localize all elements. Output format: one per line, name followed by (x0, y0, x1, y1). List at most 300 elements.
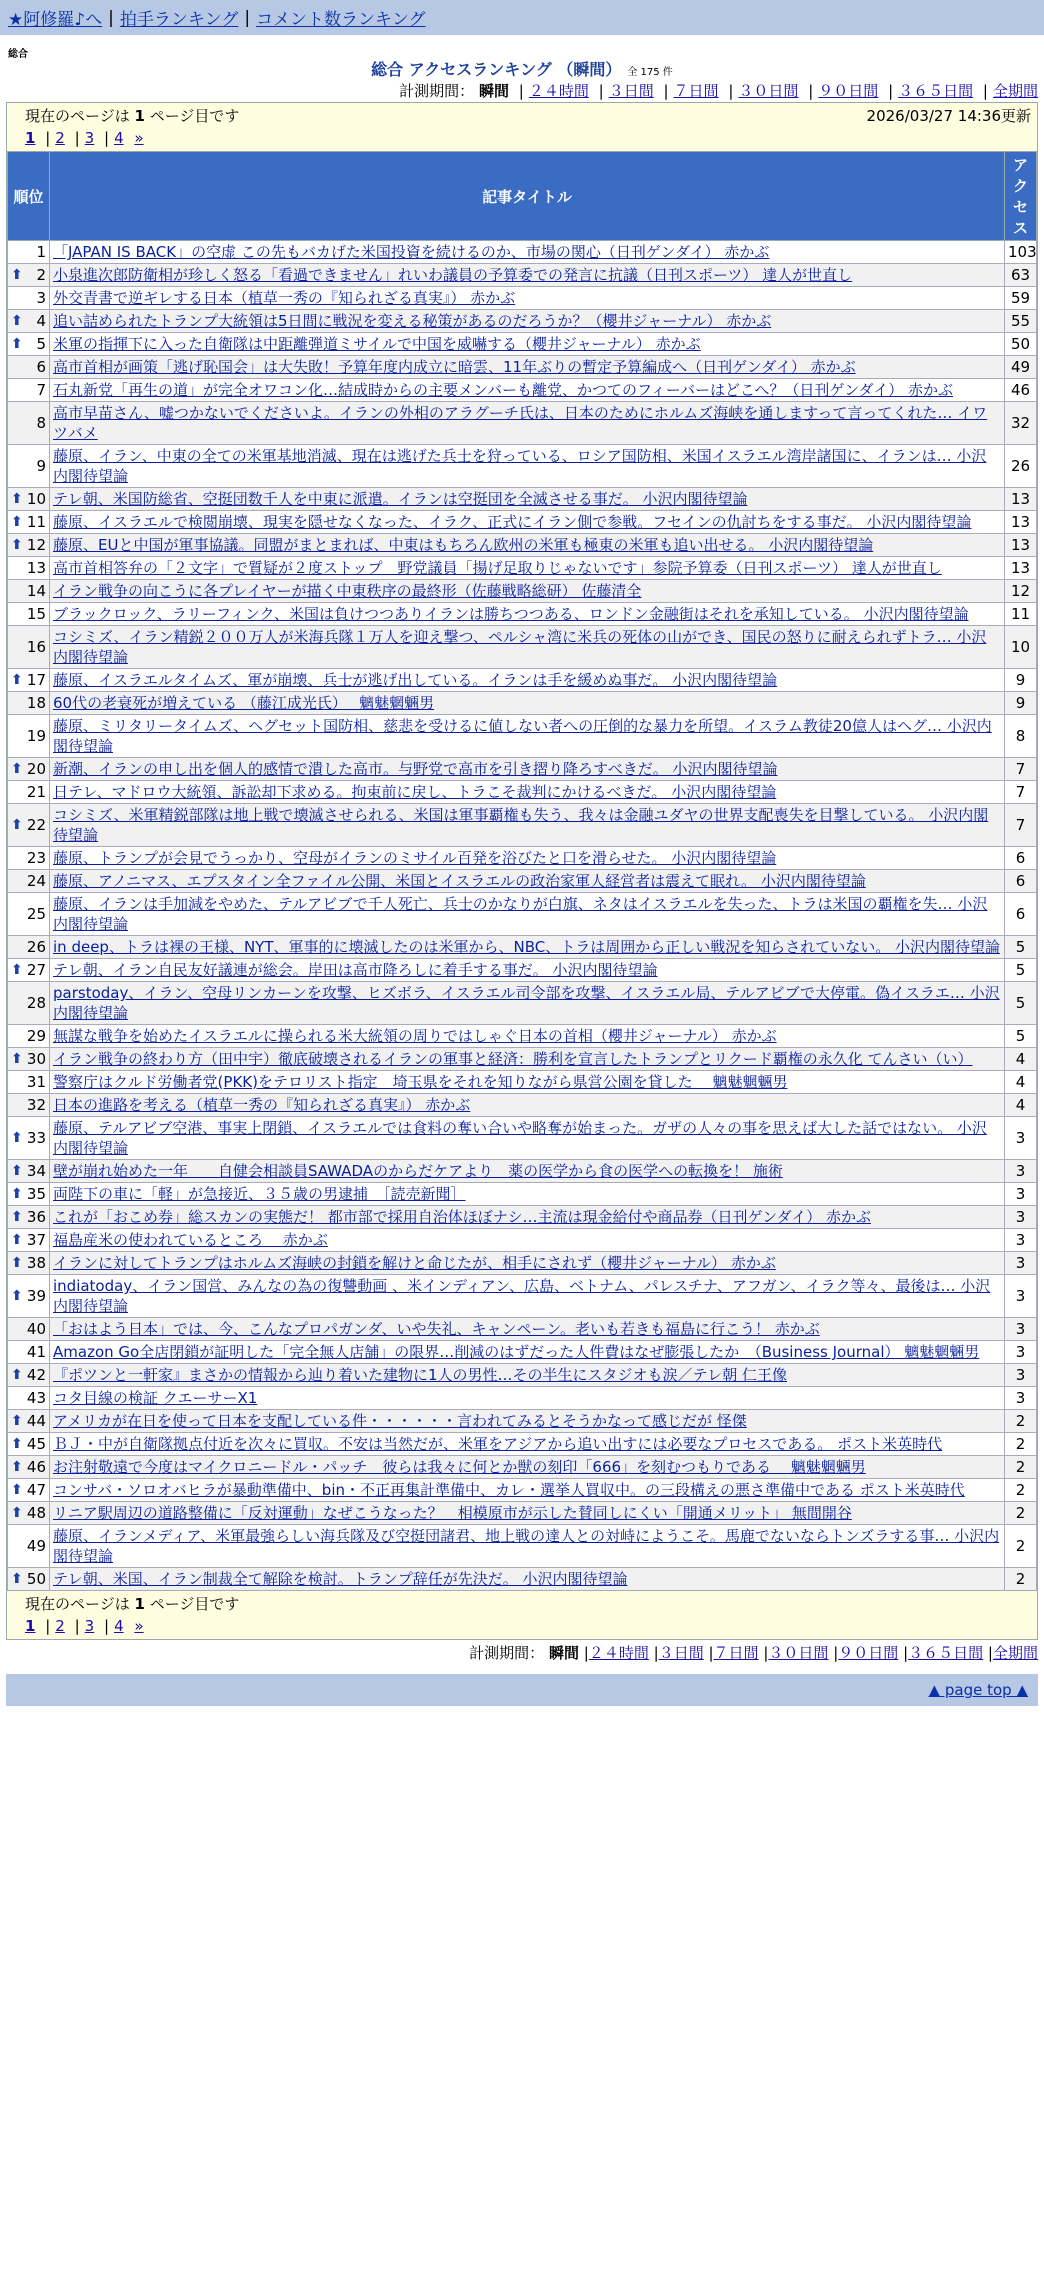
article-title-link[interactable]: 新潮、イランの申し出を個人的感情で潰した高市。与野党で高市を引き摺り降ろすべきだ。 小沢内閣待望論 (53, 760, 778, 778)
title-cell (50, 310, 1005, 333)
access-count: 50 (1005, 333, 1037, 356)
access-count: 2 (1005, 1456, 1037, 1479)
page-heading (0, 57, 1044, 80)
table-row (8, 936, 1037, 959)
article-title-link[interactable]: parstoday、イラン、空母リンカーンを攻撃、ヒズボラ、イスラエル司令部を攻撃、イスラエル局、テルアビブで大停電。偽イスラエ… 小沢内閣待望論 (53, 984, 1000, 1022)
table-row (8, 445, 1037, 488)
article-title-link[interactable]: 「JAPAN IS BACK」の空虚 この先もバカげた米国投資を続けるのか、市場の関心（日刊ゲンダイ） 赤かぶ (53, 243, 770, 261)
access-count: 46 (1005, 379, 1037, 402)
page-link-2[interactable]: 2 (55, 1617, 65, 1635)
rank-cell (8, 1410, 50, 1433)
rank-number: 33 (26, 1129, 46, 1147)
rank-up-arrow-icon: ⬆ (11, 1413, 23, 1429)
rank-number: 15 (26, 605, 46, 623)
article-title-link[interactable]: 藤原、イランは手加減をやめた、テルアビブで千人死亡、兵士のかなりが白旗、ネタはイスラエルを失った、トラは米国の覇権を失… 小沢内閣待望論 (53, 895, 988, 933)
rank-number: 24 (26, 872, 46, 890)
article-title-link[interactable]: テレ朝、米国、イラン制裁全て解除を検討。トランプ辞任が先決だ。 小沢内閣待望論 (53, 1570, 628, 1588)
table-row (8, 333, 1037, 356)
title-cell (50, 445, 1005, 488)
rank-up-arrow-icon: ⬆ (11, 1436, 23, 1452)
rank-number: 9 (36, 457, 46, 475)
rank-number: 48 (26, 1504, 46, 1522)
rank-cell (8, 603, 50, 626)
access-count: 3 (1005, 1229, 1037, 1252)
rank-number: 1 (36, 243, 46, 261)
table-row (8, 534, 1037, 557)
article-title-link[interactable]: コタ目線の検証 クエーサーX1 (53, 1389, 258, 1407)
access-count: 9 (1005, 692, 1037, 715)
table-row (8, 287, 1037, 310)
access-count: 6 (1005, 870, 1037, 893)
rank-cell (8, 758, 50, 781)
access-count: 13 (1005, 488, 1037, 511)
access-count: 2 (1005, 1502, 1037, 1525)
rank-cell (8, 1206, 50, 1229)
rank-cell (8, 781, 50, 804)
period-24h-link[interactable]: ２４時間 (528, 82, 589, 100)
table-row (8, 1206, 1037, 1229)
access-count: 26 (1005, 445, 1037, 488)
access-count: 63 (1005, 264, 1037, 287)
access-count: 5 (1005, 982, 1037, 1025)
rank-cell (8, 580, 50, 603)
rank-cell (8, 936, 50, 959)
page-link-2[interactable]: 2 (55, 129, 65, 147)
rank-cell (8, 534, 50, 557)
next-page-link[interactable]: » (134, 1617, 144, 1635)
rank-cell (8, 1229, 50, 1252)
rank-number: 28 (26, 994, 46, 1012)
rank-up-arrow-icon: ⬆ (11, 1482, 23, 1498)
access-count: 7 (1005, 758, 1037, 781)
table-row (8, 959, 1037, 982)
rank-up-arrow-icon: ⬆ (11, 1459, 23, 1475)
rank-number: 7 (36, 381, 46, 399)
rank-cell (8, 1117, 50, 1160)
title-cell (50, 959, 1005, 982)
page-link-4[interactable]: 4 (114, 129, 124, 147)
rank-number: 29 (26, 1027, 46, 1045)
access-count: 2 (1005, 1433, 1037, 1456)
rank-cell (8, 1525, 50, 1568)
rank-number: 38 (26, 1254, 46, 1272)
article-title-link[interactable]: 高市首相答弁の「２文字」で質疑が２度ストップ 野党議員「揚げ足取りじゃないです」参院予算委（日刊スポーツ） 達人が世直し (53, 559, 942, 577)
title-cell (50, 669, 1005, 692)
rank-cell (8, 1364, 50, 1387)
page-link-4[interactable]: 4 (114, 1617, 124, 1635)
rank-number: 34 (26, 1162, 46, 1180)
rank-cell (8, 1071, 50, 1094)
page-status: 現在のページは 1 ページ目です (25, 107, 240, 125)
separator: | (108, 7, 114, 28)
article-title-link[interactable]: 藤原、トランプが会見でうっかり、空母がイランのミサイル百発を浴びたと口を滑らせた。 小沢内閣待望論 (53, 849, 777, 867)
table-row (8, 1456, 1037, 1479)
article-title-link[interactable]: 日本の進路を考える（植草一秀の『知られざる真実』） 赤かぶ (53, 1096, 471, 1114)
period-all-link[interactable]: 全期間 (992, 1644, 1038, 1662)
article-title-link[interactable]: ブラックロック、ラリーフィンク、米国は負けつつありイランは勝ちつつある、ロンドン金融街はそれを承知している。 小沢内閣待望論 (53, 605, 969, 623)
period-30d-link[interactable]: ３０日間 (738, 82, 799, 100)
rank-up-arrow-icon: ⬆ (11, 336, 23, 352)
title-cell (50, 936, 1005, 959)
rank-up-arrow-icon: ⬆ (11, 514, 23, 530)
pager-bottom (7, 1591, 1037, 1639)
page-title: 総合 アクセスランキング （瞬間） (371, 60, 622, 79)
pager-top (7, 103, 1037, 151)
rank-number: 13 (26, 559, 46, 577)
table-row (8, 1160, 1037, 1183)
rank-up-arrow-icon: ⬆ (11, 1163, 23, 1179)
rank-cell (8, 1252, 50, 1275)
article-title-link[interactable]: コシミズ、米軍精鋭部隊は地上戦で壊滅させられる、米国は軍事覇権も失う、我々は金融ユダヤの世界支配喪失を目撃している。 小沢内閣待望論 (53, 806, 989, 844)
rank-number: 26 (26, 938, 46, 956)
period-3d-link[interactable]: ３日間 (658, 1644, 704, 1662)
table-row (8, 1025, 1037, 1048)
table-row (8, 580, 1037, 603)
ranking-container (6, 102, 1038, 1640)
access-count: 103 (1005, 241, 1037, 264)
table-row (8, 847, 1037, 870)
access-count: 3 (1005, 1183, 1037, 1206)
rank-number: 39 (26, 1287, 46, 1305)
table-row (8, 1525, 1037, 1568)
article-title-link[interactable]: 小泉進次郎防衛相が珍しく怒る「看過できません」れいわ議員の予算委での発言に抗議（日刊スポーツ） 達人が世直し (53, 266, 853, 284)
access-count: 7 (1005, 781, 1037, 804)
rank-up-arrow-icon: ⬆ (11, 817, 23, 833)
article-title-link[interactable]: イラン戦争の終わり方（田中宇）徹底破壊されるイランの軍事と経済：勝利を宣言したトランプとリクード覇権の永久化 てんさい（い） (53, 1050, 973, 1068)
article-title-link[interactable]: in deep、トラは裸の王様、NYT、軍事的に壊滅したのは米軍から、NBC、トラは周囲から正しい戦況を知らされていない。 小沢内閣待望論 (53, 938, 1000, 956)
separator: | (244, 7, 251, 28)
access-count: 4 (1005, 1048, 1037, 1071)
title-cell (50, 1025, 1005, 1048)
title-cell (50, 379, 1005, 402)
table-row (8, 1568, 1037, 1591)
title-cell (50, 603, 1005, 626)
rank-up-arrow-icon: ⬆ (11, 962, 23, 978)
access-count: 2 (1005, 1479, 1037, 1502)
article-title-link[interactable]: 警察庁はクルド労働者党(PKK)をテロリスト指定 埼玉県をそれを知りながら県営公園を貸した 魑魅魍魎男 (53, 1073, 788, 1091)
rank-number: 11 (26, 513, 46, 531)
title-cell (50, 1048, 1005, 1071)
page-link-3[interactable]: 3 (84, 1617, 95, 1635)
table-row (8, 1117, 1037, 1160)
table-row (8, 715, 1037, 758)
rank-number: 30 (26, 1050, 46, 1068)
access-count: 3 (1005, 1318, 1037, 1341)
rank-number: 6 (36, 358, 46, 376)
rank-cell (8, 402, 50, 445)
rank-cell (8, 669, 50, 692)
access-count: 8 (1005, 715, 1037, 758)
title-header: 記事タイトル (50, 152, 1005, 241)
rank-number: 31 (26, 1073, 46, 1091)
access-count: 3 (1005, 1275, 1037, 1318)
article-title-link[interactable]: 藤原、テルアビブ空港、事実上閉鎖、イスラエルでは食料の奪い合いや略奪が始まった。ガザの人々の事を思えば大した話ではない。 小沢内閣待望論 (53, 1119, 987, 1157)
period-all-link[interactable]: 全期間 (992, 82, 1038, 100)
title-cell (50, 715, 1005, 758)
updated-timestamp: 2026/03/27 14:36更新 (866, 107, 1031, 125)
article-title-link[interactable]: リニア駅周辺の道路整備に「反対運動」なぜこうなった？ 相模原市が示した賛同しにくい「開通メリット」 無間開谷 (53, 1504, 852, 1522)
article-title-link[interactable]: 日テレ、マドロウ大統領、訴訟却下求める。拘束前に戻し、トラこそ裁判にかけるべきだ。 小沢内閣待望論 (53, 783, 777, 801)
table-row (8, 1071, 1037, 1094)
title-cell (50, 1387, 1005, 1410)
title-cell (50, 534, 1005, 557)
rank-number: 44 (26, 1412, 46, 1430)
table-row (8, 626, 1037, 669)
rank-number: 32 (26, 1096, 46, 1114)
rank-number: 27 (26, 961, 46, 979)
rank-cell (8, 1275, 50, 1318)
rank-cell (8, 445, 50, 488)
article-title-link[interactable]: これが「おこめ券」総スカンの実態だ！ 都市部で採用自治体ほぼナシ…主流は現金給付や商品券（日刊ゲンダイ） 赤かぶ (53, 1208, 872, 1226)
access-count: 5 (1005, 1025, 1037, 1048)
article-title-link[interactable]: 60代の老衰死が増えている （藤江成光氏） 魑魅魍魎男 (53, 694, 435, 712)
access-count: 7 (1005, 804, 1037, 847)
rank-number: 17 (26, 671, 46, 689)
rank-number: 50 (26, 1570, 46, 1588)
title-cell (50, 287, 1005, 310)
period-365d-link[interactable]: ３６５日間 (908, 1644, 984, 1662)
access-count: 3 (1005, 1364, 1037, 1387)
title-cell (50, 1117, 1005, 1160)
bottom-bar (6, 1674, 1038, 1706)
article-title-link[interactable]: 藤原、EUと中国が軍事協議。同盟がまとまれば、中東はもちろん欧州の米軍も極東の米軍も追い出せる。 小沢内閣待望論 (53, 536, 874, 554)
rank-cell (8, 1025, 50, 1048)
rank-cell (8, 1160, 50, 1183)
article-title-link[interactable]: 壁が崩れ始めた一年 自健会相談員SAWADAのからだケアより 薬の医学から食の医学への転換を！ 施術 (53, 1162, 783, 1180)
title-cell (50, 488, 1005, 511)
period-7d-link[interactable]: ７日間 (673, 82, 719, 100)
rank-number: 16 (26, 638, 46, 656)
article-title-link[interactable]: 無謀な戦争を始めたイスラエルに操られる米大統領の周りではしゃぐ日本の首相（櫻井ジャーナル） 赤かぶ (53, 1027, 777, 1045)
table-row (8, 982, 1037, 1025)
rank-cell (8, 692, 50, 715)
title-cell (50, 1525, 1005, 1568)
title-cell (50, 1568, 1005, 1591)
access-count: 13 (1005, 511, 1037, 534)
access-count: 5 (1005, 936, 1037, 959)
title-cell (50, 1206, 1005, 1229)
title-cell (50, 241, 1005, 264)
rank-up-arrow-icon: ⬆ (11, 1186, 23, 1202)
table-row (8, 1275, 1037, 1318)
article-title-link[interactable]: お注射敬遠で今度はマイクロニードル・パッチ 彼らは我々に何とか獣の刻印「666」を刻むつもりである 魑魅魍魎男 (53, 1458, 866, 1476)
article-title-link[interactable]: 追い詰められたトランプ大統領は5日間に戦況を変える秘策があるのだろうか？（櫻井ジャーナル） 赤かぶ (53, 312, 772, 330)
article-title-link[interactable]: アメリカが在日を使って日本を支配している件・・・・・・言われてみるとそうかなって感じだが 怪傑 (53, 1412, 747, 1430)
access-count: 32 (1005, 402, 1037, 445)
title-cell (50, 847, 1005, 870)
access-count: 4 (1005, 1071, 1037, 1094)
table-row (8, 893, 1037, 936)
home-link[interactable]: ★阿修羅♪へ (8, 10, 103, 30)
rank-cell (8, 626, 50, 669)
access-count: 12 (1005, 580, 1037, 603)
rank-number: 2 (36, 266, 46, 284)
period-30d-link[interactable]: ３０日間 (768, 1644, 829, 1662)
rank-cell (8, 287, 50, 310)
article-title-link[interactable]: テレ朝、米国防総省、空挺団数千人を中東に派遣。イランは空挺団を全滅させる事だ。 小沢内閣待望論 (53, 490, 748, 508)
article-title-link[interactable]: 藤原、アノニマス、エプスタイン全ファイル公開、米国とイスラエルの政治家軍人経営者は震えて眠れ。 小沢内閣待望論 (53, 872, 866, 890)
title-cell (50, 402, 1005, 445)
title-cell (50, 1456, 1005, 1479)
rank-cell (8, 379, 50, 402)
article-title-link[interactable]: 藤原、イスラエルで検閲崩壊、現実を隠せなくなった、イラク、正式にイラン側で参戦。フセインの仇討ちをする事だ。 小沢内閣待望論 (53, 513, 972, 531)
rank-cell (8, 982, 50, 1025)
table-row (8, 1410, 1037, 1433)
rank-cell (8, 715, 50, 758)
rank-cell (8, 1318, 50, 1341)
table-row (8, 1341, 1037, 1364)
title-cell (50, 982, 1005, 1025)
title-cell (50, 1364, 1005, 1387)
period-3d-link[interactable]: ３日間 (608, 82, 654, 100)
article-title-link[interactable]: 福島産米の使われているところ 赤かぶ (53, 1231, 328, 1249)
article-title-link[interactable]: Amazon Go全店閉鎖が証明した「完全無人店舗」の限界…削減のはずだった人件費はなぜ膨張したか （Business Journal） 魑魅魍魎男 (53, 1343, 980, 1361)
period-selector: 計測期間： 瞬間 | ２４時間 | ３日間 | ７日間 | ３０日間 | ９０日間 | ３６５日間 | 全期間 (399, 82, 1038, 100)
rank-cell (8, 959, 50, 982)
rank-number: 41 (26, 1343, 46, 1361)
rank-up-arrow-icon: ⬆ (11, 672, 23, 688)
title-cell (50, 356, 1005, 379)
next-page-link[interactable]: » (134, 129, 144, 147)
rank-cell (8, 264, 50, 287)
rank-cell (8, 1183, 50, 1206)
access-count: 59 (1005, 287, 1037, 310)
rank-cell (8, 1048, 50, 1071)
access-count: 9 (1005, 669, 1037, 692)
rank-up-arrow-icon: ⬆ (11, 761, 23, 777)
rank-number: 10 (26, 490, 46, 508)
ranking-table (7, 151, 1037, 1591)
rank-up-arrow-icon: ⬆ (11, 1209, 23, 1225)
article-title-link[interactable]: 藤原、イスラエルタイムズ、軍が崩壊、兵士が逃げ出している。イランは手を緩めぬ事だ。 小沢内閣待望論 (53, 671, 778, 689)
title-cell (50, 1094, 1005, 1117)
article-title-link[interactable]: 高市首相が画策「逃げ恥国会」は大失敗！予算年度内成立に暗雲、11年ぶりの暫定予算編成へ（日刊ゲンダイ） 赤かぶ (53, 358, 856, 376)
rank-number: 49 (26, 1537, 46, 1555)
title-cell (50, 1502, 1005, 1525)
rank-up-arrow-icon: ⬆ (11, 1571, 23, 1587)
rank-number: 23 (26, 849, 46, 867)
table-row (8, 310, 1037, 333)
rank-number: 22 (26, 816, 46, 834)
access-header: アクセス (1005, 152, 1037, 241)
access-count: 6 (1005, 847, 1037, 870)
article-title-link[interactable]: ＢＪ・中が自衛隊拠点付近を次々に買収。不安は当然だが、米軍をアジアから追い出すには必要なプロセスである。 ポスト米英時代 (53, 1435, 943, 1453)
rank-number: 46 (26, 1458, 46, 1476)
article-title-link[interactable]: イラン戦争の向こうに各プレイヤーが描く中東秩序の最終形（佐藤戦略総研） 佐藤清全 (53, 582, 642, 600)
rank-up-arrow-icon: ⬆ (11, 1232, 23, 1248)
title-cell (50, 1341, 1005, 1364)
pagination: 1 | 2 | 3 | 4 » (25, 129, 144, 147)
article-title-link[interactable]: イランに対してトランプはホルムズ海峡の封鎖を解けと命じたが、相手にされず（櫻井ジャーナル） 赤かぶ (53, 1254, 776, 1272)
article-title-link[interactable]: 外交青書で逆ギレする日本（植草一秀の『知られざる真実』） 赤かぶ (53, 289, 516, 307)
access-count: 13 (1005, 534, 1037, 557)
rank-number: 45 (26, 1435, 46, 1453)
title-cell (50, 1275, 1005, 1318)
title-cell (50, 1229, 1005, 1252)
rank-number: 20 (26, 760, 46, 778)
article-title-link[interactable]: 両陛下の車に「軽」が急接近、３５歳の男逮捕 ［読売新聞］ (53, 1185, 466, 1203)
table-row (8, 692, 1037, 715)
table-row (8, 557, 1037, 580)
article-title-link[interactable]: 高市早苗さん、嘘つかないでくださいよ。イランの外相のアラグーチ氏は、日本のためにホルムズ海峡を通しますって言ってくれた… イワツバメ (53, 404, 988, 442)
rank-up-arrow-icon: ⬆ (11, 1505, 23, 1521)
access-count: 2 (1005, 1568, 1037, 1591)
rank-up-arrow-icon: ⬆ (11, 1130, 23, 1146)
article-title-link[interactable]: テレ朝、イラン自民友好議連が総会。岸田は高市降ろしに着手する事だ。 小沢内閣待望論 (53, 961, 658, 979)
rank-cell (8, 241, 50, 264)
page-link-3[interactable]: 3 (84, 129, 95, 147)
access-count: 13 (1005, 557, 1037, 580)
table-row (8, 1183, 1037, 1206)
title-cell (50, 1160, 1005, 1183)
applause-ranking-link[interactable]: 拍手ランキング (119, 10, 239, 30)
title-cell (50, 264, 1005, 287)
rank-number: 47 (26, 1481, 46, 1499)
article-title-link[interactable]: 『ポツンと一軒家』まさかの情報から辿り着いた建物に1人の男性…その半生にスタジオも涙／テレ朝 仁王像 (53, 1366, 788, 1384)
title-cell (50, 893, 1005, 936)
article-title-link[interactable]: 石丸新党「再生の道」が完全オワコン化…結成時からの主要メンバーも離党、かつてのフィーバーはどこへ？（日刊ゲンダイ） 赤かぶ (53, 381, 953, 399)
table-row (8, 1252, 1037, 1275)
page-link-current[interactable]: 1 (25, 1617, 36, 1635)
top-nav-bar (0, 0, 1044, 35)
access-count: 2 (1005, 1410, 1037, 1433)
page-link-current[interactable]: 1 (25, 129, 36, 147)
rank-cell (8, 1387, 50, 1410)
rank-up-arrow-icon: ⬆ (11, 1255, 23, 1271)
total-count: 全 175 件 (627, 67, 673, 78)
rank-number: 4 (36, 312, 46, 330)
period-365d-link[interactable]: ３６５日間 (898, 82, 974, 100)
table-row (8, 511, 1037, 534)
rank-number: 5 (36, 335, 46, 353)
article-title-link[interactable]: 藤原、ミリタリータイムズ、ヘグセット国防相、慈悲を受けるに値しない者への圧倒的な暴力を所望。イスラム教徒20億人はヘグ… 小沢内閣待望論 (53, 717, 992, 755)
rank-up-arrow-icon: ⬆ (11, 1367, 23, 1383)
rank-number: 12 (26, 536, 46, 554)
rank-up-arrow-icon: ⬆ (11, 1051, 23, 1067)
article-title-link[interactable]: indiatoday、イラン国営、みんなの為の復讐動画 、米インディアン、広島、ベトナム、パレスチナ、アフガン、イラク等々、最後は… 小沢内閣待望論 (53, 1277, 991, 1315)
period-90d-link[interactable]: ９０日間 (818, 82, 879, 100)
period-selector-bottom: 計測期間： 瞬間 |２４時間 |３日間 |７日間 |３０日間 |９０日間 |３６５日間 |全期間 (469, 1644, 1038, 1662)
table-row (8, 804, 1037, 847)
period-24h-link[interactable]: ２４時間 (588, 1644, 649, 1662)
period-current: 瞬間 (478, 82, 509, 100)
table-row (8, 1502, 1037, 1525)
rank-number: 36 (26, 1208, 46, 1226)
rank-cell (8, 1094, 50, 1117)
article-title-link[interactable]: コンサバ・ソロオバヒラが暴動準備中、bin・不正再集計準備中、カレ・選挙人買収中。の三段構えの悪さ準備中である ポスト米英時代 (53, 1481, 965, 1499)
period-90d-link[interactable]: ９０日間 (838, 1644, 899, 1662)
rank-cell (8, 511, 50, 534)
table-row (8, 1094, 1037, 1117)
table-row (8, 264, 1037, 287)
rank-cell (8, 1341, 50, 1364)
rank-number: 19 (26, 727, 46, 745)
article-title-link[interactable]: コシミズ、イラン精鋭２００万人が米海兵隊１万人を迎え撃つ、ペルシャ湾に米兵の死体の山ができ、国民の怒りに耐えられずトラ… 小沢内閣待望論 (53, 628, 987, 666)
article-title-link[interactable]: 藤原、イラン、中東の全ての米軍基地消滅、現在は逃げた兵士を狩っている、ロシア国防相、米国イスラエル湾岸諸国に、イランは… 小沢内閣待望論 (53, 447, 987, 485)
title-cell (50, 511, 1005, 534)
period-7d-link[interactable]: ７日間 (713, 1644, 759, 1662)
table-row (8, 1229, 1037, 1252)
title-cell (50, 758, 1005, 781)
article-title-link[interactable]: 米軍の指揮下に入った自衛隊は中距離弾道ミサイルで中国を威嚇する（櫻井ジャーナル） 赤かぶ (53, 335, 701, 353)
article-title-link[interactable]: 「おはよう日本」では、今、こんなプロパガンダ、いや失礼、キャンペーン。老いも若きも福島に行こう！ 赤かぶ (53, 1320, 820, 1338)
rank-up-arrow-icon: ⬆ (11, 491, 23, 507)
rank-cell (8, 310, 50, 333)
article-title-link[interactable]: 藤原、イランメディア、米軍最強らしい海兵隊及び空挺団諸君、地上戦の達人との対峙にようこそ。馬鹿でないならトンズラする事… 小沢内閣待望論 (53, 1527, 1000, 1565)
page-top-link[interactable]: ▲ page top ▲ (928, 1681, 1028, 1699)
comment-ranking-link[interactable]: コメント数ランキング (256, 10, 426, 30)
rank-cell (8, 488, 50, 511)
